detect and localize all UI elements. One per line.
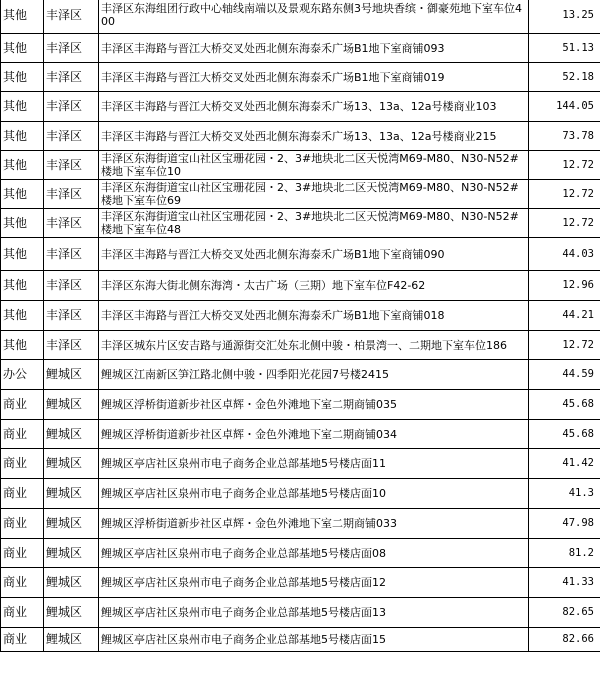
cell-usage-type: 其他	[1, 331, 44, 360]
cell-area: 12.72	[529, 180, 600, 209]
table-body	[1, 0, 600, 652]
cell-usage-type: 商业	[1, 539, 44, 568]
cell-area: 45.68	[529, 420, 600, 449]
cell-district: 鲤城区	[44, 420, 99, 449]
cell-area: 73.78	[529, 122, 600, 151]
cell-location: 丰泽区东海街道宝山社区宝珊花园・2、3#地块北二区天悦湾M69-M80、N30-N52#楼地下室车位48	[99, 209, 529, 238]
cell-location: 鲤城区浮桥街道新步社区卓辉・金色外滩地下室二期商铺034	[99, 420, 529, 449]
cell-district: 丰泽区	[44, 122, 99, 151]
table-row	[1, 568, 600, 598]
cell-area: 41.3	[529, 479, 600, 509]
cell-district: 丰泽区	[44, 209, 99, 238]
cell-usage-type: 商业	[1, 449, 44, 479]
table-row	[1, 34, 600, 63]
cell-district: 丰泽区	[44, 331, 99, 360]
table-row	[1, 479, 600, 509]
table-row	[1, 539, 600, 568]
table-row	[1, 151, 600, 180]
cell-location: 鲤城区亭店社区泉州市电子商务企业总部基地5号楼店面15	[99, 628, 529, 652]
cell-area: 44.59	[529, 360, 600, 390]
cell-location: 丰泽区东海大街北侧东海湾・太古广场（三期）地下室车位F42-62	[99, 271, 529, 301]
table-row	[1, 509, 600, 539]
cell-district: 丰泽区	[44, 180, 99, 209]
table-row	[1, 331, 600, 360]
cell-location: 鲤城区浮桥街道新步社区卓辉・金色外滩地下室二期商铺033	[99, 509, 529, 539]
cell-usage-type: 其他	[1, 0, 44, 34]
cell-district: 鲤城区	[44, 509, 99, 539]
cell-area: 82.66	[529, 628, 600, 652]
cell-usage-type: 办公	[1, 360, 44, 390]
table-row	[1, 209, 600, 238]
table-row	[1, 449, 600, 479]
cell-usage-type: 商业	[1, 390, 44, 420]
cell-usage-type: 其他	[1, 209, 44, 238]
cell-area: 81.2	[529, 539, 600, 568]
cell-district: 鲤城区	[44, 598, 99, 628]
cell-location: 丰泽区丰海路与晋江大桥交叉处西北侧东海泰禾广场B1地下室商铺018	[99, 301, 529, 331]
cell-area: 45.68	[529, 390, 600, 420]
cell-usage-type: 商业	[1, 509, 44, 539]
cell-area: 52.18	[529, 63, 600, 92]
cell-usage-type: 其他	[1, 63, 44, 92]
cell-usage-type: 其他	[1, 180, 44, 209]
cell-district: 鲤城区	[44, 390, 99, 420]
table-row	[1, 598, 600, 628]
cell-area: 44.21	[529, 301, 600, 331]
cell-location: 鲤城区亭店社区泉州市电子商务企业总部基地5号楼店面10	[99, 479, 529, 509]
cell-area: 12.72	[529, 331, 600, 360]
cell-location: 鲤城区亭店社区泉州市电子商务企业总部基地5号楼店面08	[99, 539, 529, 568]
cell-district: 鲤城区	[44, 539, 99, 568]
cell-location: 丰泽区东海组团行政中心轴线南端以及景观东路东侧3号地块香缤・御豪苑地下室车位400	[99, 0, 529, 34]
cell-district: 丰泽区	[44, 301, 99, 331]
table-row	[1, 180, 600, 209]
cell-usage-type: 其他	[1, 271, 44, 301]
cell-usage-type: 商业	[1, 628, 44, 652]
cell-location: 丰泽区丰海路与晋江大桥交叉处西北侧东海泰禾广场B1地下室商铺019	[99, 63, 529, 92]
cell-district: 丰泽区	[44, 63, 99, 92]
cell-location: 丰泽区丰海路与晋江大桥交叉处西北侧东海泰禾广场B1地下室商铺090	[99, 238, 529, 271]
cell-location: 丰泽区丰海路与晋江大桥交叉处西北侧东海泰禾广场13、13a、12a号楼商业103	[99, 92, 529, 122]
cell-district: 丰泽区	[44, 0, 99, 34]
cell-usage-type: 其他	[1, 92, 44, 122]
cell-usage-type: 其他	[1, 301, 44, 331]
cell-usage-type: 商业	[1, 479, 44, 509]
cell-usage-type: 其他	[1, 122, 44, 151]
cell-usage-type: 商业	[1, 420, 44, 449]
cell-location: 丰泽区丰海路与晋江大桥交叉处西北侧东海泰禾广场B1地下室商铺093	[99, 34, 529, 63]
cell-usage-type: 其他	[1, 34, 44, 63]
table-row	[1, 238, 600, 271]
cell-district: 鲤城区	[44, 568, 99, 598]
cell-area: 51.13	[529, 34, 600, 63]
cell-district: 鲤城区	[44, 628, 99, 652]
cell-location: 鲤城区浮桥街道新步社区卓辉・金色外滩地下室二期商铺035	[99, 390, 529, 420]
table-row	[1, 301, 600, 331]
cell-district: 鲤城区	[44, 360, 99, 390]
cell-area: 12.96	[529, 271, 600, 301]
cell-area: 44.03	[529, 238, 600, 271]
table-row	[1, 420, 600, 449]
cell-area: 41.42	[529, 449, 600, 479]
cell-area: 144.05	[529, 92, 600, 122]
cell-usage-type: 商业	[1, 598, 44, 628]
cell-location: 丰泽区东海街道宝山社区宝珊花园・2、3#地块北二区天悦湾M69-M80、N30-N52#楼地下室车位69	[99, 180, 529, 209]
cell-area: 41.33	[529, 568, 600, 598]
table-row	[1, 63, 600, 92]
cell-district: 丰泽区	[44, 34, 99, 63]
table-row	[1, 92, 600, 122]
table-row	[1, 360, 600, 390]
cell-location: 鲤城区亭店社区泉州市电子商务企业总部基地5号楼店面13	[99, 598, 529, 628]
cell-location: 丰泽区丰海路与晋江大桥交叉处西北侧东海泰禾广场13、13a、12a号楼商业215	[99, 122, 529, 151]
cell-location: 丰泽区东海街道宝山社区宝珊花园・2、3#地块北二区天悦湾M69-M80、N30-N52#楼地下室车位10	[99, 151, 529, 180]
cell-area: 12.72	[529, 151, 600, 180]
cell-location: 鲤城区亭店社区泉州市电子商务企业总部基地5号楼店面11	[99, 449, 529, 479]
cell-usage-type: 其他	[1, 151, 44, 180]
table-row	[1, 122, 600, 151]
table-row	[1, 0, 600, 34]
cell-location: 鲤城区亭店社区泉州市电子商务企业总部基地5号楼店面12	[99, 568, 529, 598]
cell-location: 鲤城区江南新区笋江路北侧中骏・四季阳光花园7号楼2415	[99, 360, 529, 390]
cell-location: 丰泽区城东片区安吉路与通源街交汇处东北侧中骏・柏景湾一、二期地下室车位186	[99, 331, 529, 360]
cell-usage-type: 商业	[1, 568, 44, 598]
table-row	[1, 390, 600, 420]
cell-district: 丰泽区	[44, 271, 99, 301]
cell-area: 47.98	[529, 509, 600, 539]
cell-district: 丰泽区	[44, 238, 99, 271]
table-row	[1, 271, 600, 301]
cell-area: 82.65	[529, 598, 600, 628]
cell-area: 13.25	[529, 0, 600, 34]
cell-area: 12.72	[529, 209, 600, 238]
cell-district: 丰泽区	[44, 92, 99, 122]
cell-district: 鲤城区	[44, 449, 99, 479]
cell-district: 鲤城区	[44, 479, 99, 509]
cell-district: 丰泽区	[44, 151, 99, 180]
table-row	[1, 628, 600, 652]
cell-usage-type: 其他	[1, 238, 44, 271]
